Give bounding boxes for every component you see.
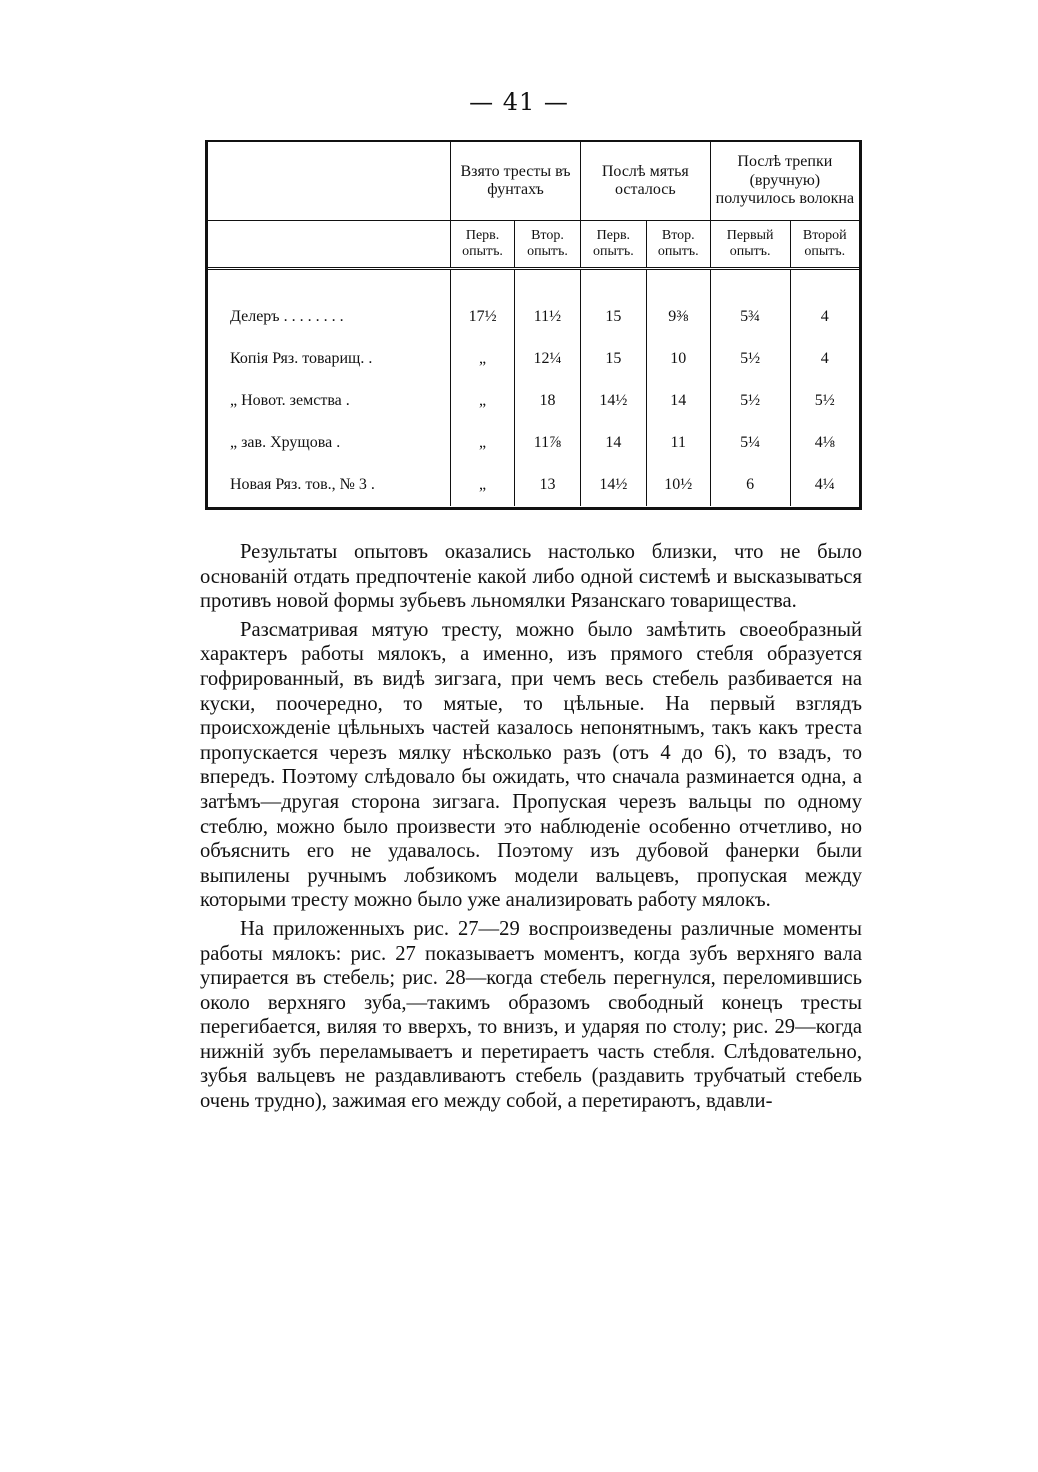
table-cell: 17½ (451, 269, 515, 339)
subheader-blank (208, 221, 451, 269)
paragraph: Разсматривая мятую тресту, можно было замѣтить своеобразный характеръ работы мялокъ, а именно, изъ прямого стебля образуется гофрированный, въ видѣ зигзага, при чемъ весь стебель разбивается на куски, поочередно, то мятые, то цѣльные. На первый взглядъ происхожденіе цѣльныхъ частей казалось непонятнымъ, такъ какъ треста пропускается черезъ мялку нѣсколько разъ (отъ 4 до 6), то взадъ, то впередъ. Поэтому слѣдовало бы ожидать, что сначала разминается одна, а затѣмъ—другая сторона зигзага. Пропуская черезъ вальцы по одному стеблю, можно было произвести это наблюденіе особенно отчетливо, но объяснить его не удавалось. Поэтому изъ дубовой фанерки были выпилены ручнымъ лобзикомъ модели вальцевъ, пропуская между которыми тресту можно было уже анализировать работу мялокъ. (200, 618, 862, 912)
row-label: Копія Ряз. товарищ. . (230, 350, 373, 367)
subheader: Второй опытъ. (790, 221, 859, 269)
subheader: Первый опытъ. (710, 221, 790, 269)
header-after-breaking: Послѣ мятья осталось (580, 142, 710, 221)
table-cell: 14 (580, 422, 646, 464)
table-cell: 15 (580, 269, 646, 339)
paragraph: Результаты опытовъ оказались настолько близки, что не было основаній отдать предпочтеніе какой либо одной системѣ и высказываться противъ новой формы зубьевъ льномялки Рязанскаго товарищества. (200, 541, 862, 613)
table-cell: 5¼ (710, 422, 790, 464)
row-label: „ зав. Хрущова . (230, 434, 341, 451)
table-cell: 18 (515, 380, 581, 422)
table-cell: 4⅛ (790, 422, 859, 464)
table-cell: 15 (580, 338, 646, 380)
table-cell: 14 (646, 380, 710, 422)
body-text (200, 540, 862, 1118)
row-label: Делеръ . . . . . . . . (230, 308, 344, 325)
row-label: „ Новот. земства . (230, 392, 350, 409)
page-number: — 41 — (469, 88, 569, 116)
table-cell: 13 (515, 464, 581, 506)
row-label: Новая Ряз. тов., № 3 . (230, 476, 375, 493)
table-cell: 14½ (580, 464, 646, 506)
table-row (208, 380, 859, 422)
header-after-scutching: Послѣ трепки (вручную) получилось волокна (710, 142, 859, 221)
row-label-header (208, 142, 451, 221)
subheader: Втор. опытъ. (646, 221, 710, 269)
table-cell: „ (451, 380, 515, 422)
subheader: Перв. опытъ. (451, 221, 515, 269)
table-row (208, 338, 859, 380)
table-cell: 4 (790, 338, 859, 380)
table-cell: 11⅞ (515, 422, 581, 464)
table-cell: „ (451, 338, 515, 380)
table-cell: 11 (646, 422, 710, 464)
subheader: Перв. опытъ. (580, 221, 646, 269)
table-row (208, 422, 859, 464)
table-cell: „ (451, 422, 515, 464)
table-cell: 6 (710, 464, 790, 506)
table-cell: 11½ (515, 269, 581, 339)
table-cell: 14½ (580, 380, 646, 422)
table-cell: „ (451, 464, 515, 506)
header-taken: Взято тресты въ фунтахъ (451, 142, 581, 221)
data-table (208, 142, 859, 506)
table-cell: 4¼ (790, 464, 859, 506)
table-cell: 10 (646, 338, 710, 380)
table-cell: 5½ (710, 338, 790, 380)
table-cell: 9⅜ (646, 269, 710, 339)
subheader: Втор. опытъ. (515, 221, 581, 269)
table-row (208, 464, 859, 506)
table-cell: 5½ (790, 380, 859, 422)
table-row (208, 269, 859, 339)
paragraph: На приложенныхъ рис. 27—29 воспроизведены различные моменты работы мялокъ: рис. 27 показываетъ моментъ, когда зубъ верхняго вала упирается въ стебель; рис. 28—когда стебель перегнулся, переломившись около верхняго зуба,—такимъ образомъ свободный конецъ тресты перегибается, виляя то вверхъ, то внизъ, и ударяя по столу; рис. 29—когда нижній зубъ переламываетъ и перетираетъ часть стебля. Слѣдовательно, зубья вальцевъ не раздавливаютъ стебель (раздавить трубчатый стебель очень трудно), зажимая его между собой, а перетираютъ, вдавли- (200, 917, 862, 1113)
results-table (205, 140, 862, 510)
table-cell: 4 (790, 269, 859, 339)
table-cell: 5½ (710, 380, 790, 422)
table-cell: 12¼ (515, 338, 581, 380)
table-cell: 5¾ (710, 269, 790, 339)
table-cell: 10½ (646, 464, 710, 506)
